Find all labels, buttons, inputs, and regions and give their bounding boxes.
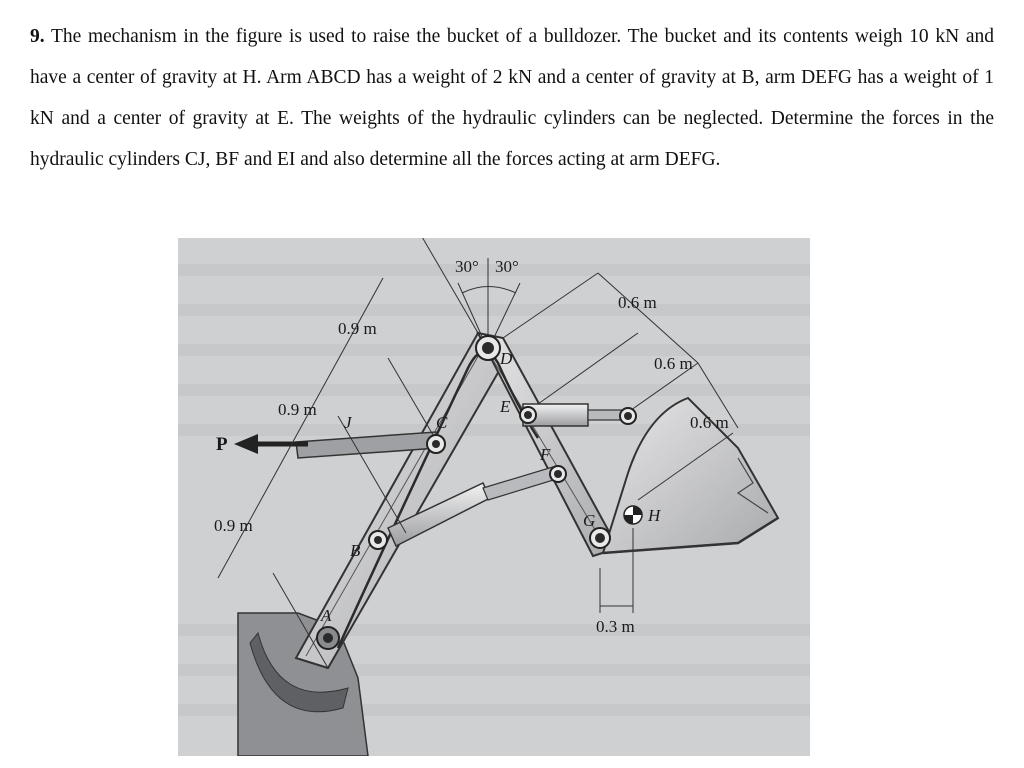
problem-number: 9.: [30, 26, 45, 47]
dim-left-3: 0.9 m: [214, 516, 253, 535]
label-c: C: [436, 413, 448, 432]
label-j: J: [344, 413, 352, 432]
dim-left-1: 0.9 m: [338, 319, 377, 338]
dim-right-2: 0.6 m: [654, 354, 693, 373]
angle-label-right: 30°: [495, 257, 519, 276]
cylinder-ei-rod: [588, 410, 624, 420]
dim-bottom: 0.3 m: [596, 617, 635, 636]
dim-right-1: 0.6 m: [618, 293, 657, 312]
label-p: P: [216, 434, 228, 455]
bulldozer-mechanism-figure: [178, 238, 810, 756]
label-b: B: [350, 541, 361, 560]
problem-statement: [30, 16, 994, 180]
label-f: F: [540, 445, 551, 464]
dim-right-3: 0.6 m: [690, 413, 729, 432]
mechanism-drawing: [178, 238, 810, 756]
label-d: D: [500, 349, 513, 368]
label-h: H: [648, 506, 661, 525]
problem-text: The mechanism in the figure is used to raise the bucket of a bulldozer. The bucket and its contents weigh 10 kN and have a center of gravity at H. Arm ABCD has a weight of 2 kN and a center of gravity at B, arm DEFG has a weight of 1 kN and a center of gravity at E. The weights of the hydraulic cylinders can be neglected. Determine the forces in the hydraulic cylinders CJ, BF and EI and also determine all the forces acting at arm DEFG.: [30, 26, 994, 170]
label-g: G: [583, 511, 596, 530]
dim-left-2: 0.9 m: [278, 400, 317, 419]
angle-label-left: 30°: [455, 257, 479, 276]
label-a: A: [321, 606, 332, 625]
label-e: E: [500, 397, 511, 416]
